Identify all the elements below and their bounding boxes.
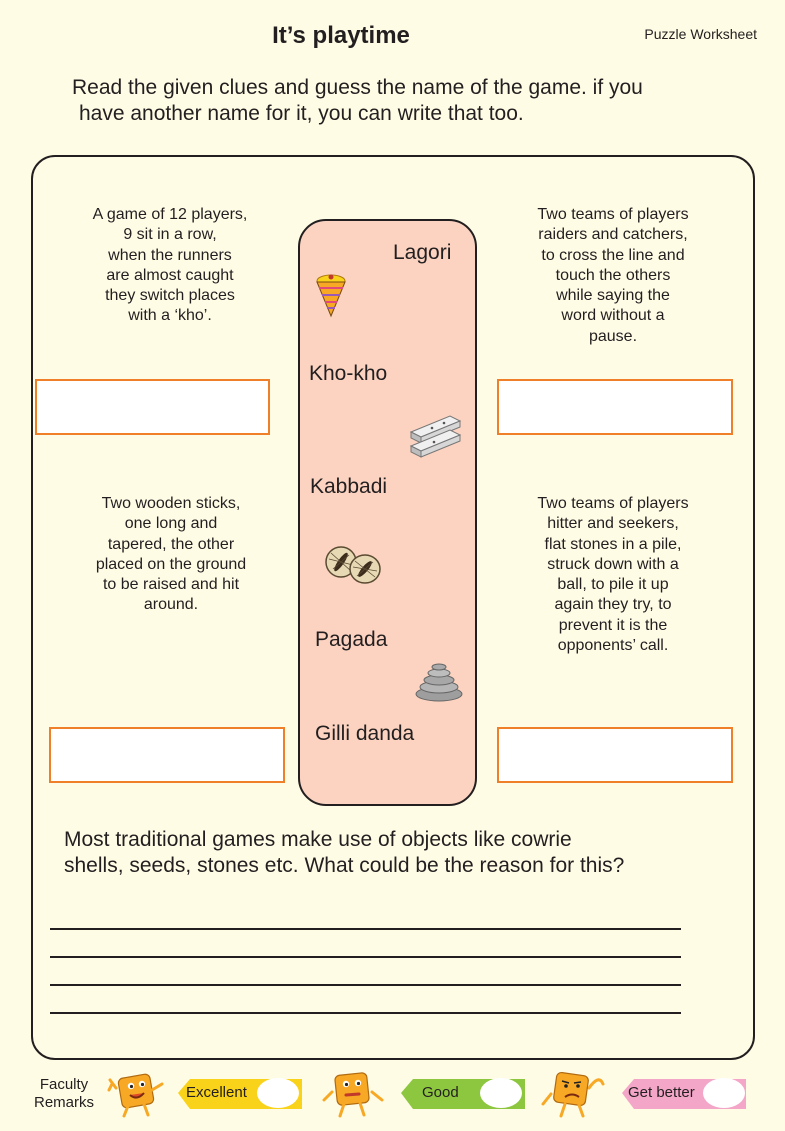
clue-top-left xyxy=(66,205,274,327)
answer-box-bottom-right[interactable] xyxy=(497,727,733,783)
clue-line: to cross the line and xyxy=(541,246,685,264)
clue-line: pause. xyxy=(588,327,638,345)
page-title: It’s playtime xyxy=(272,22,410,49)
question-line: Most traditional games make use of objects like cowrie xyxy=(64,828,572,851)
clue-line: opponents’ call. xyxy=(557,637,669,655)
badge-label: Excellent xyxy=(186,1084,247,1101)
clue-line: tapered, the other xyxy=(107,535,235,553)
clue-line: 9 sit in a row, xyxy=(123,226,217,244)
game-name-gilli-danda: Gilli danda xyxy=(315,722,415,745)
clue-bottom-right xyxy=(508,494,718,656)
clue-line: with a ‘kho’. xyxy=(128,307,212,325)
answer-line[interactable] xyxy=(50,928,681,930)
clue-line: again they try, to xyxy=(554,596,672,614)
instructions xyxy=(72,75,752,127)
clue-line: ball, to pile it up xyxy=(557,576,669,594)
clue-line: placed on the ground xyxy=(95,555,247,573)
clue-line: to be raised and hit xyxy=(102,576,240,594)
badge-label: Get better xyxy=(628,1084,695,1101)
faculty-remarks-label xyxy=(26,1076,102,1112)
clue-line: prevent it is the xyxy=(558,616,668,634)
stacked-stones-icon xyxy=(413,660,465,702)
clue-line: Two teams of players xyxy=(537,495,689,512)
clue-line: around. xyxy=(143,596,199,614)
badge-oval xyxy=(703,1078,745,1108)
clue-line: raiders and catchers, xyxy=(538,226,688,244)
badge-oval xyxy=(257,1078,299,1108)
neutral-mascot-icon xyxy=(322,1070,384,1120)
answer-line[interactable] xyxy=(50,956,681,958)
reflection-question xyxy=(64,827,744,879)
answer-box-top-right[interactable] xyxy=(497,379,733,435)
clue-line: one long and xyxy=(124,515,218,533)
badge-label: Good xyxy=(422,1084,459,1101)
badge-oval xyxy=(480,1078,522,1108)
dice-bars-icon xyxy=(408,410,462,460)
clue-line: while saying the xyxy=(556,287,670,305)
game-name-kabbadi: Kabbadi xyxy=(310,475,388,498)
clue-line: A game of 12 players, xyxy=(92,206,248,223)
clue-line: when the runners xyxy=(108,246,232,264)
question-line: shells, seeds, stones etc. What could be the reason for this? xyxy=(64,854,625,877)
remarks-label-line: Remarks xyxy=(33,1094,94,1111)
badge-get-better[interactable] xyxy=(622,1075,746,1111)
answer-box-bottom-left[interactable] xyxy=(49,727,285,783)
clue-top-right xyxy=(508,205,718,347)
clue-line: Two wooden sticks, xyxy=(101,495,241,512)
answer-box-top-left[interactable] xyxy=(35,379,270,435)
clue-line: hitter and seekers, xyxy=(547,515,679,533)
happy-mascot-icon xyxy=(108,1070,168,1120)
badge-good[interactable] xyxy=(401,1075,525,1111)
clue-line: struck down with a xyxy=(547,555,679,573)
answer-line[interactable] xyxy=(50,984,681,986)
clue-line: are almost caught xyxy=(106,266,234,284)
clue-line: touch the others xyxy=(555,266,671,284)
clue-line: they switch places xyxy=(105,287,235,305)
spinning-top-icon xyxy=(312,272,352,320)
clue-line: Two teams of players xyxy=(537,206,689,223)
instructions-line: Read the given clues and guess the name of the game. if you xyxy=(72,76,643,99)
clue-line: word without a xyxy=(561,307,665,325)
answer-line[interactable] xyxy=(50,1012,681,1014)
remarks-label-line: Faculty xyxy=(39,1076,89,1093)
cowrie-shells-icon xyxy=(323,543,383,585)
clue-line: flat stones in a pile, xyxy=(544,535,682,553)
thinking-mascot-icon xyxy=(541,1070,609,1120)
game-name-kho-kho: Kho-kho xyxy=(309,362,388,385)
game-name-pagada: Pagada xyxy=(315,628,388,651)
badge-excellent[interactable] xyxy=(178,1075,302,1111)
worksheet-type: Puzzle Worksheet xyxy=(644,26,757,42)
instructions-line: have another name for it, you can write that too. xyxy=(79,102,524,125)
clue-bottom-left xyxy=(66,494,276,616)
game-name-lagori: Lagori xyxy=(393,241,452,264)
